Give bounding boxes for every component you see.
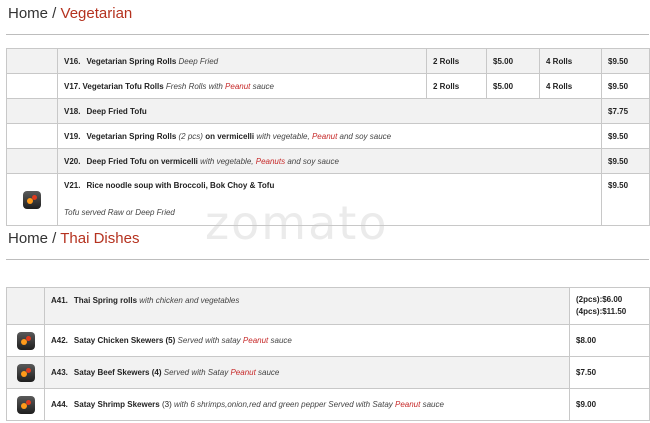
qty-2: 4 Rolls (540, 49, 602, 74)
item-description-tail: and soy sauce (285, 156, 339, 166)
item-description: with chicken and vegetables (139, 296, 240, 305)
breadcrumb-current[interactable]: Vegetarian (60, 5, 133, 22)
allergen-highlight: Peanut (225, 81, 251, 91)
item-code: V18. (64, 106, 81, 116)
item-portion: (2 pcs) (178, 131, 203, 141)
item-name: Deep Fried Tofu (86, 106, 147, 116)
item-description: Served with satay (177, 336, 243, 345)
breadcrumb-separator: / (48, 5, 61, 22)
item-price: $9.50 (602, 149, 650, 174)
item-code: A41. (51, 296, 68, 305)
item-name: Vegetarian Spring Rolls (86, 131, 177, 141)
item-cell (58, 99, 602, 124)
item-description-tail: sauce (268, 336, 292, 345)
allergen-highlight: Peanut (230, 368, 256, 377)
item-description-tail: and soy sauce (337, 131, 392, 141)
menu-row (7, 149, 650, 174)
item-description: Served with Satay (163, 368, 231, 377)
item-code: V21. (64, 181, 81, 190)
menu-row (7, 124, 650, 149)
item-code: A44. (51, 400, 68, 409)
item-description: with vegetable, (200, 156, 256, 166)
item-description-tail: sauce (420, 400, 444, 409)
menu-row (7, 325, 650, 357)
item-name: Deep Fried Tofu on vermicelli (86, 156, 198, 166)
item-price: $7.75 (602, 99, 650, 124)
item-cell (58, 149, 602, 174)
item-name: Rice noodle soup with Broccoli, Bok Choy & Tofu (86, 181, 275, 190)
breadcrumb (8, 5, 132, 22)
item-description: Fresh Rolls with (165, 81, 226, 91)
menu-row (7, 357, 650, 389)
item-code: V19. (64, 131, 81, 141)
price-2pcs: (2pcs):$6.00 (576, 295, 623, 304)
item-cell (58, 74, 427, 99)
item-code: V16. (64, 56, 81, 66)
qty-1: 2 Rolls (427, 49, 487, 74)
item-description: with vegetable, (256, 131, 312, 141)
item-name: Satay Chicken Skewers (5) (73, 336, 176, 345)
item-cell (58, 174, 602, 226)
menu-row (7, 288, 650, 325)
breadcrumb-current[interactable]: Thai Dishes (60, 230, 140, 247)
qty-2: 4 Rolls (540, 74, 602, 99)
food-photo-icon[interactable] (17, 332, 35, 350)
breadcrumb (8, 230, 139, 247)
food-photo-icon[interactable] (17, 396, 35, 414)
icon-cell (7, 124, 58, 149)
item-cell (58, 124, 602, 149)
menu-row (7, 74, 650, 99)
breadcrumb-separator: / (48, 230, 61, 247)
breadcrumb-home-link[interactable]: Home (8, 230, 49, 247)
item-name: Satay Shrimp Skewers (73, 400, 160, 409)
item-description-tail: sauce (250, 81, 274, 91)
icon-cell (7, 288, 45, 325)
icon-cell (7, 149, 58, 174)
item-price: $9.50 (602, 49, 650, 74)
item-description: with 6 shrimps,onion,red and green pepper Served with Satay (173, 400, 395, 409)
allergen-highlight: Peanut (395, 400, 421, 409)
icon-cell (7, 325, 45, 357)
watermark: zomato (205, 196, 389, 250)
item-code: A42. (51, 336, 68, 345)
item-price: $9.50 (602, 124, 650, 149)
item-name: Vegetarian Tofu Rolls (82, 81, 164, 91)
item-name-suffix: on vermicelli (205, 131, 255, 141)
menu-table-thai-dishes (6, 287, 650, 421)
item-price: $9.50 (602, 74, 650, 99)
item-cell (45, 389, 570, 421)
item-name: Satay Beef Skewers (4) (73, 368, 162, 377)
item-cell (45, 357, 570, 389)
icon-cell (7, 99, 58, 124)
item-price: $9.50 (602, 174, 650, 226)
icon-cell (7, 389, 45, 421)
item-note: Tofu served Raw or Deep Fried (64, 208, 175, 217)
item-price: $7.50 (570, 357, 650, 389)
item-name: Thai Spring rolls (73, 296, 138, 305)
breadcrumb-home-link[interactable]: Home (8, 5, 49, 22)
price-4pcs: (4pcs):$11.50 (576, 307, 627, 316)
item-count: (3) (161, 400, 172, 409)
item-code: A43. (51, 368, 68, 377)
item-price: $9.00 (570, 389, 650, 421)
allergen-highlight: Peanuts (255, 156, 286, 166)
menu-row (7, 99, 650, 124)
icon-cell (7, 74, 58, 99)
item-cell (58, 49, 427, 74)
icon-cell (7, 49, 58, 74)
section-divider (6, 259, 649, 260)
menu-row (7, 174, 650, 226)
qty-1: 2 Rolls (427, 74, 487, 99)
menu-table-vegetarian (6, 48, 650, 226)
item-price: $8.00 (570, 325, 650, 357)
item-price (570, 288, 650, 325)
food-photo-icon[interactable] (23, 191, 41, 209)
food-photo-icon[interactable] (17, 364, 35, 382)
item-cell (45, 288, 570, 325)
section-divider (6, 34, 649, 35)
price-1: $5.00 (487, 49, 540, 74)
item-code: V20. (64, 156, 81, 166)
item-description: Deep Fried (178, 56, 219, 66)
icon-cell (7, 174, 58, 226)
item-code: V17. (64, 81, 81, 91)
item-description-tail: sauce (255, 368, 280, 377)
price-1: $5.00 (487, 74, 540, 99)
allergen-highlight: Peanut (242, 336, 269, 345)
allergen-highlight: Peanut (311, 131, 338, 141)
menu-row (7, 49, 650, 74)
item-cell (45, 325, 570, 357)
icon-cell (7, 357, 45, 389)
menu-row (7, 389, 650, 421)
item-name: Vegetarian Spring Rolls (86, 56, 177, 66)
